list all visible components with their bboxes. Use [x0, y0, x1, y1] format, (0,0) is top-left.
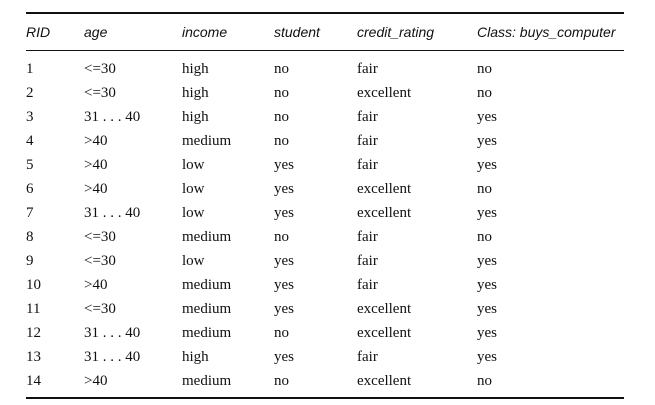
rid-cell: 5: [26, 156, 34, 173]
table-row: [26, 81, 624, 105]
student-cell: no: [274, 132, 289, 149]
age-cell: >40: [84, 276, 108, 293]
rid-cell: 6: [26, 180, 34, 197]
student-cell: no: [274, 372, 289, 389]
income-cell: high: [182, 60, 209, 77]
header-row: [26, 14, 624, 51]
age-cell: >40: [84, 132, 108, 149]
rid-cell: 7: [26, 204, 34, 221]
student-cell: no: [274, 228, 289, 245]
class-cell: yes: [477, 252, 497, 269]
table-header: [26, 14, 624, 51]
age-cell: >40: [84, 180, 108, 197]
class-cell: no: [477, 180, 492, 197]
income-cell: medium: [182, 228, 232, 245]
student-cell: no: [274, 324, 289, 341]
training-data-table-frame: [26, 12, 624, 399]
rid-cell: 11: [26, 300, 41, 317]
class-cell: no: [477, 228, 492, 245]
credit-rating-cell: fair: [357, 228, 378, 245]
student-cell: no: [274, 84, 289, 101]
table-row: [26, 249, 624, 273]
age-cell: <=30: [84, 228, 116, 245]
rid-cell: 13: [26, 348, 41, 365]
table-row: [26, 177, 624, 201]
table-row: [26, 129, 624, 153]
credit-rating-cell: fair: [357, 132, 378, 149]
age-cell: <=30: [84, 252, 116, 269]
student-cell: yes: [274, 276, 294, 293]
credit-rating-cell: excellent: [357, 180, 412, 197]
age-cell: 31 . . . 40: [84, 348, 141, 365]
student-cell: yes: [274, 348, 294, 365]
income-cell: high: [182, 108, 209, 125]
training-data-table: [26, 14, 624, 397]
header-class-buys-computer: Class: buys_computer: [477, 14, 624, 51]
income-cell: high: [182, 84, 209, 101]
header-age: age: [84, 14, 182, 51]
age-cell: <=30: [84, 300, 116, 317]
class-cell: yes: [477, 324, 497, 341]
table-row: [26, 297, 624, 321]
credit-rating-cell: excellent: [357, 324, 412, 341]
age-cell: 31 . . . 40: [84, 324, 141, 341]
class-cell: yes: [477, 348, 497, 365]
class-cell: yes: [477, 204, 497, 221]
class-cell: yes: [477, 300, 497, 317]
income-cell: medium: [182, 300, 232, 317]
student-cell: yes: [274, 204, 294, 221]
income-cell: medium: [182, 276, 232, 293]
table-row: [26, 369, 624, 397]
table-row: [26, 345, 624, 369]
student-cell: yes: [274, 300, 294, 317]
class-cell: yes: [477, 108, 497, 125]
income-cell: medium: [182, 372, 232, 389]
class-cell: no: [477, 372, 492, 389]
rid-cell: 14: [26, 372, 41, 389]
class-cell: no: [477, 60, 492, 77]
credit-rating-cell: excellent: [357, 204, 412, 221]
income-cell: low: [182, 156, 205, 173]
header-student: student: [274, 14, 357, 51]
credit-rating-cell: fair: [357, 348, 378, 365]
rid-cell: 3: [26, 108, 34, 125]
table-row: [26, 273, 624, 297]
rid-cell: 2: [26, 84, 34, 101]
age-cell: <=30: [84, 84, 116, 101]
table-row: [26, 153, 624, 177]
class-cell: no: [477, 84, 492, 101]
table-row: [26, 105, 624, 129]
rid-cell: 12: [26, 324, 41, 341]
credit-rating-cell: fair: [357, 252, 378, 269]
student-cell: yes: [274, 156, 294, 173]
header-credit-rating: credit_rating: [357, 14, 477, 51]
income-cell: medium: [182, 324, 232, 341]
table-row: [26, 201, 624, 225]
credit-rating-cell: excellent: [357, 372, 412, 389]
class-cell: yes: [477, 132, 497, 149]
credit-rating-cell: excellent: [357, 300, 412, 317]
income-cell: low: [182, 180, 205, 197]
student-cell: yes: [274, 180, 294, 197]
income-cell: low: [182, 204, 205, 221]
rid-cell: 8: [26, 228, 34, 245]
credit-rating-cell: fair: [357, 156, 378, 173]
age-cell: >40: [84, 372, 108, 389]
age-cell: >40: [84, 156, 108, 173]
credit-rating-cell: fair: [357, 276, 378, 293]
income-cell: high: [182, 348, 209, 365]
student-cell: no: [274, 108, 289, 125]
student-cell: no: [274, 60, 289, 77]
age-cell: 31 . . . 40: [84, 204, 141, 221]
rid-cell: 10: [26, 276, 41, 293]
table-body: [26, 51, 624, 398]
table-row: [26, 321, 624, 345]
rid-cell: 4: [26, 132, 34, 149]
rid-cell: 9: [26, 252, 34, 269]
income-cell: medium: [182, 132, 232, 149]
student-cell: yes: [274, 252, 294, 269]
age-cell: <=30: [84, 60, 116, 77]
header-rid: RID: [26, 14, 84, 51]
credit-rating-cell: fair: [357, 108, 378, 125]
income-cell: low: [182, 252, 205, 269]
header-income: income: [182, 14, 274, 51]
class-cell: yes: [477, 276, 497, 293]
age-cell: 31 . . . 40: [84, 108, 141, 125]
table-row: [26, 225, 624, 249]
credit-rating-cell: excellent: [357, 84, 412, 101]
credit-rating-cell: fair: [357, 60, 378, 77]
table-row: [26, 51, 624, 82]
rid-cell: 1: [26, 60, 34, 77]
class-cell: yes: [477, 156, 497, 173]
